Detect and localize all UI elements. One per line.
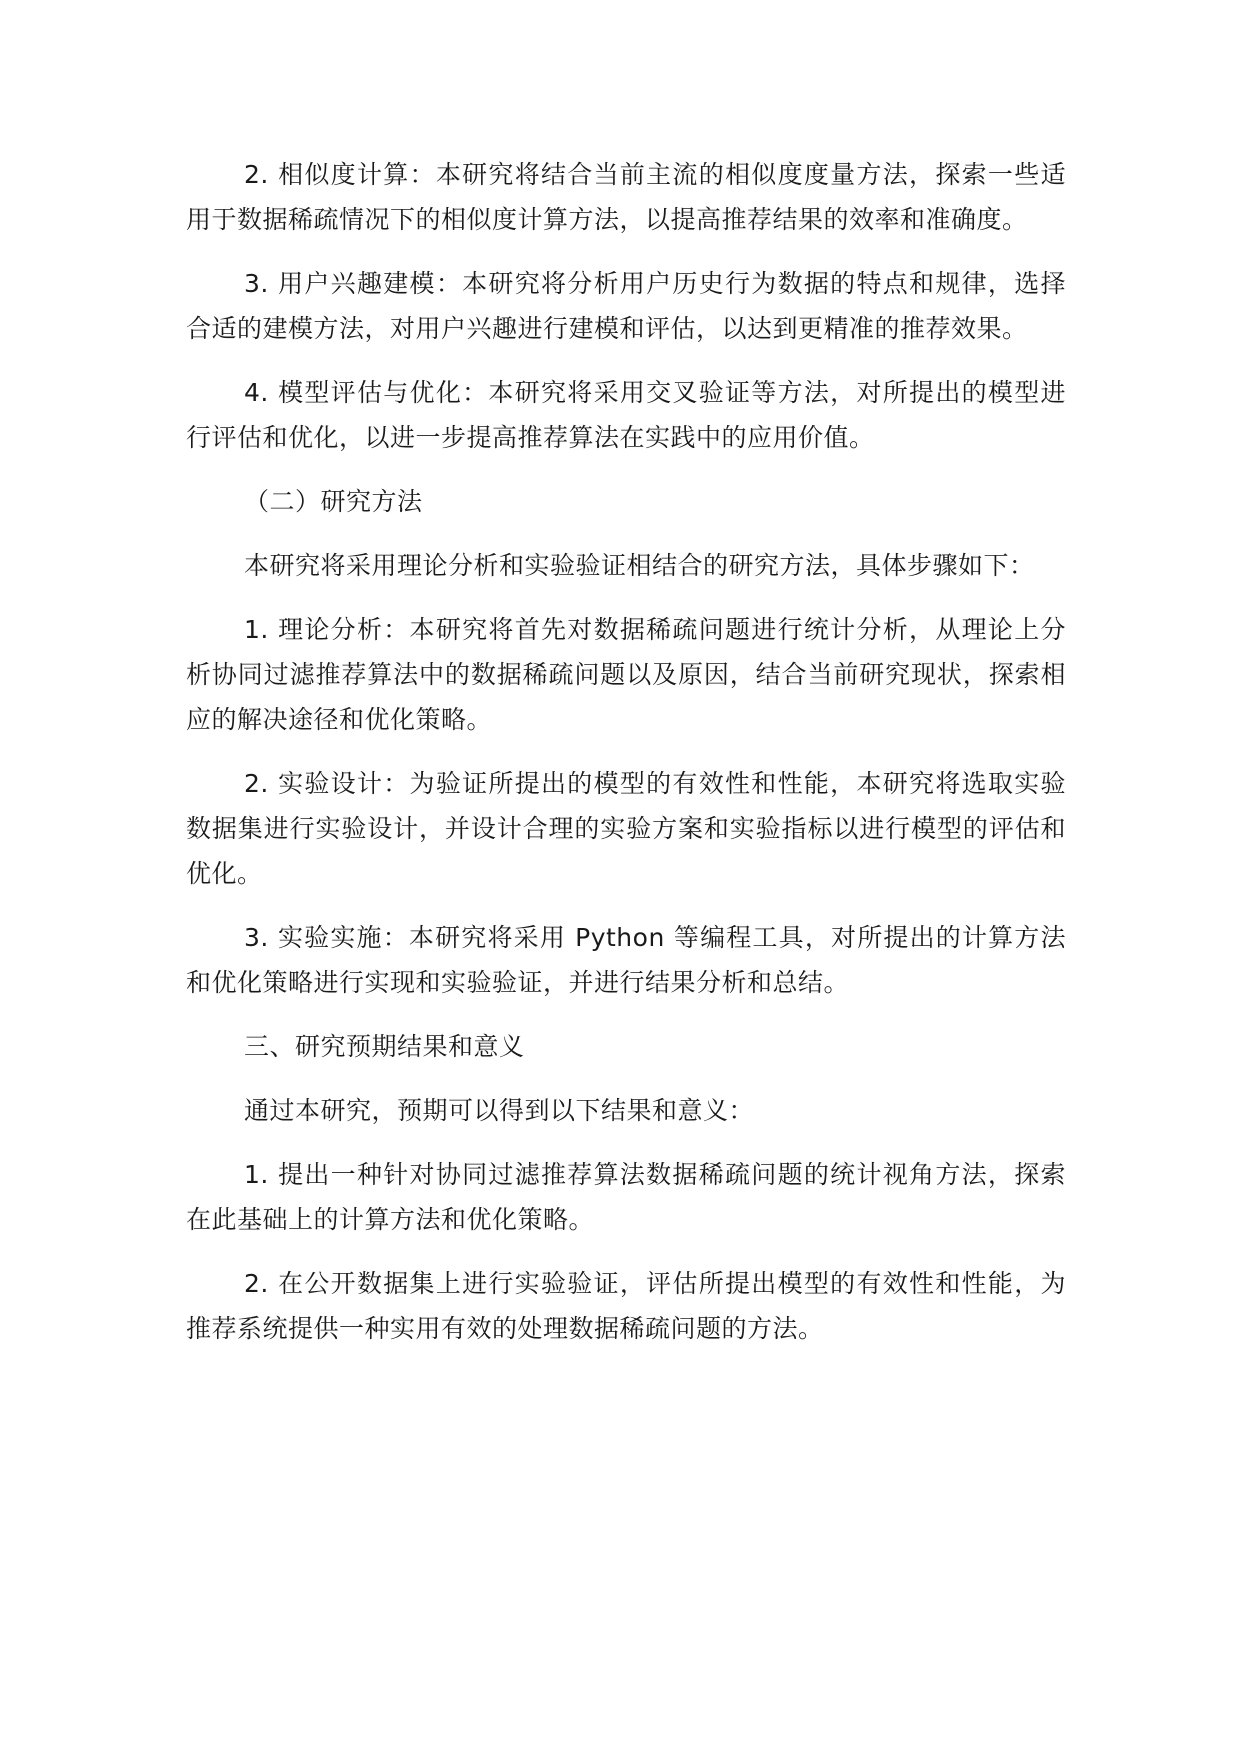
paragraph-expected-result-2: 2. 在公开数据集上进行实验验证，评估所提出模型的有效性和性能，为推荐系统提供一种实用有效的处理数据稀疏问题的方法。 <box>186 1269 1066 1343</box>
paragraph-user-interest-modeling: 3. 用户兴趣建模：本研究将分析用户历史行为数据的特点和规律，选择合适的建模方法，对用户兴趣进行建模和评估，以达到更精准的推荐效果。 <box>186 269 1066 343</box>
paragraph-theoretical-analysis: 1. 理论分析：本研究将首先对数据稀疏问题进行统计分析，从理论上分析协同过滤推荐算法中的数据稀疏问题以及原因，结合当前研究现状，探索相应的解决途径和优化策略。 <box>186 615 1066 734</box>
section-heading-expected-results: 三、研究预期结果和意义 <box>244 1032 525 1061</box>
paragraph-expected-result-1: 1. 提出一种针对协同过滤推荐算法数据稀疏问题的统计视角方法，探索在此基础上的计算方法和优化策略。 <box>186 1160 1066 1234</box>
document-body <box>186 152 1066 1370</box>
paragraph-methods-intro: 本研究将采用理论分析和实验验证相结合的研究方法，具体步骤如下： <box>244 551 1035 580</box>
paragraph-similarity-calculation: 2. 相似度计算：本研究将结合当前主流的相似度度量方法，探索一些适用于数据稀疏情况下的相似度计算方法，以提高推荐结果的效率和准确度。 <box>186 160 1066 234</box>
paragraph-expected-intro: 通过本研究，预期可以得到以下结果和意义： <box>244 1096 755 1125</box>
paragraph-experiment-implementation: 3. 实验实施：本研究将采用 Python 等编程工具，对所提出的计算方法和优化策略进行实现和实验验证，并进行结果分析和总结。 <box>186 923 1066 997</box>
paragraph-model-evaluation: 4. 模型评估与优化：本研究将采用交叉验证等方法，对所提出的模型进行评估和优化，以进一步提高推荐算法在实践中的应用价值。 <box>186 378 1066 452</box>
section-heading-research-methods: （二）研究方法 <box>244 487 423 516</box>
paragraph-experiment-design: 2. 实验设计：为验证所提出的模型的有效性和性能，本研究将选取实验数据集进行实验设计，并设计合理的实验方案和实验指标以进行模型的评估和优化。 <box>186 769 1066 888</box>
